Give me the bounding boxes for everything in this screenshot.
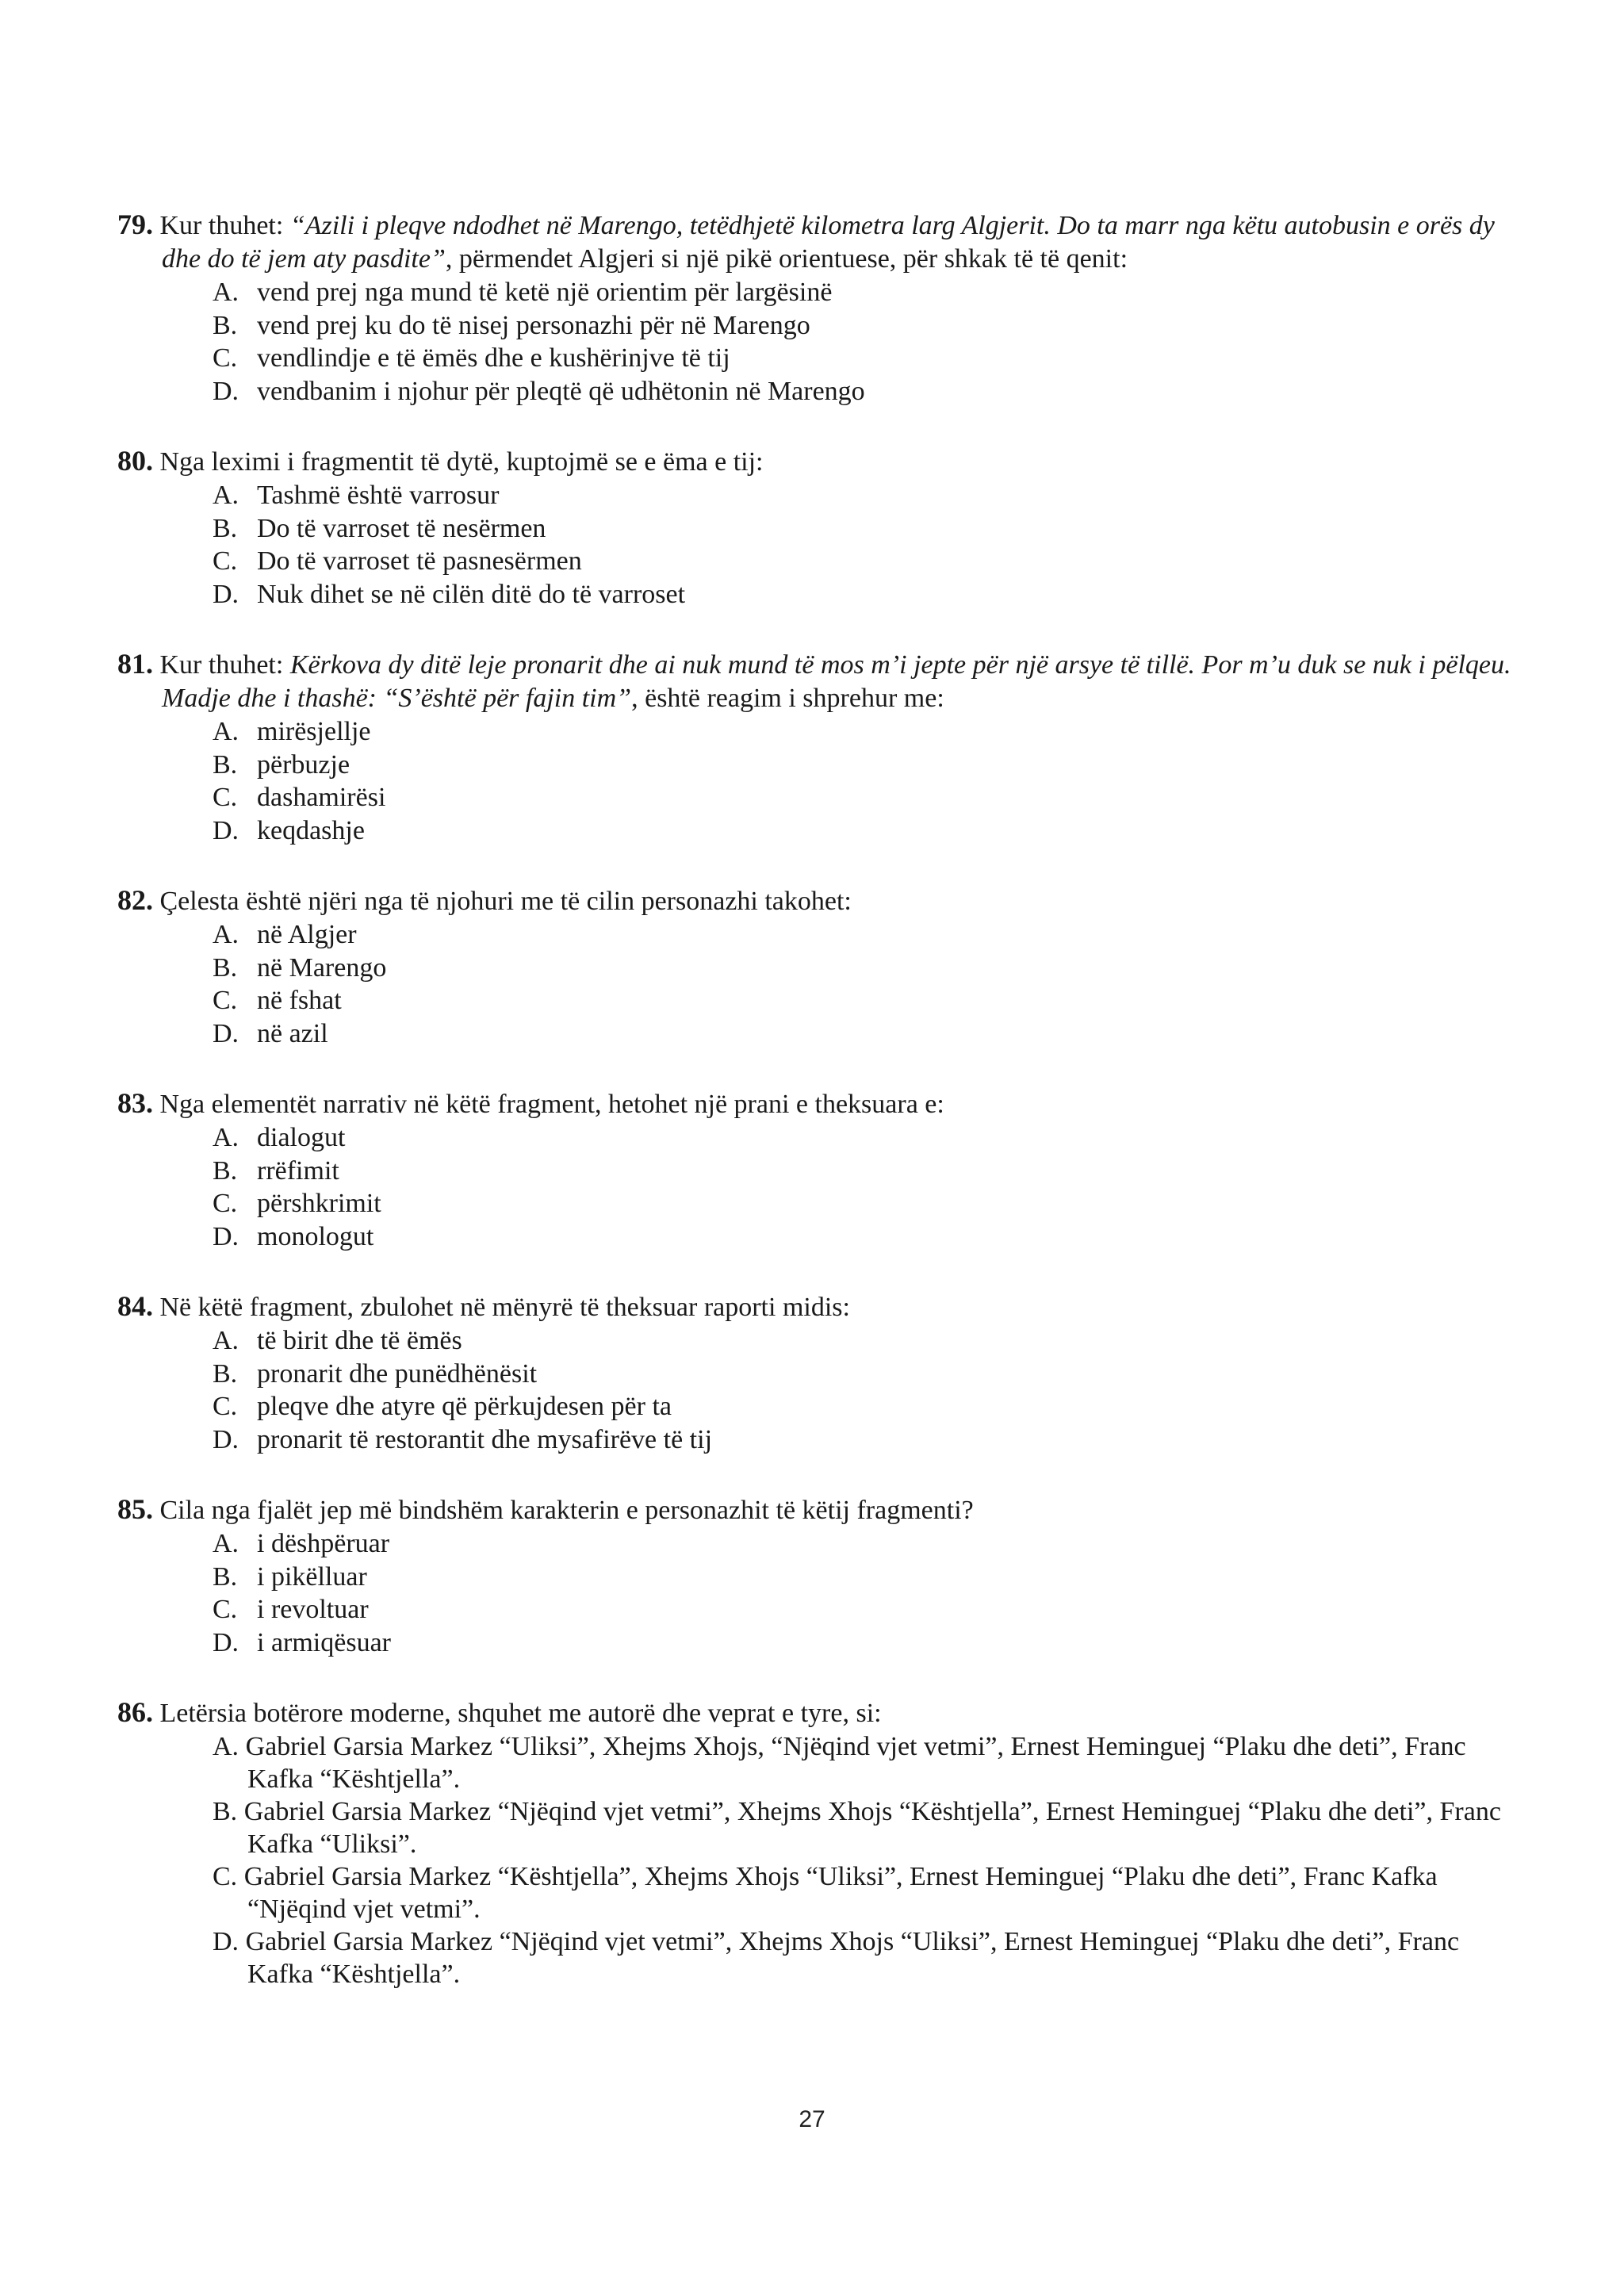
question-number: 85.: [117, 1493, 153, 1525]
option-letter: D.: [213, 376, 239, 406]
option-letter: B.: [213, 1155, 238, 1186]
answer-option-c[interactable]: [117, 984, 1529, 1017]
option-text: Gabriel Garsia Markez “Uliksi”, Xhejms Xhojs, “Njëqind vjet vetmi”, Ernest Heminguej “Plaku dhe deti”, Franc Kafka “Kështjella”.: [245, 1732, 1466, 1794]
answer-option-b[interactable]: [117, 1358, 1529, 1391]
option-letter: C.: [213, 343, 238, 373]
question-number: 79.: [117, 209, 153, 240]
option-text: Gabriel Garsia Markez “Njëqind vjet vetmi”, Xhejms Xhojs “Uliksi”, Ernest Heminguej “Plaku dhe deti”, Franc Kafka “Kështjella”.: [245, 1927, 1460, 1989]
answer-option-d[interactable]: [117, 814, 1529, 848]
option-letter: B.: [213, 749, 238, 780]
option-text: pleqve dhe atyre që përkujdesen për ta: [257, 1392, 672, 1421]
question-text: Kur thuhet:: [159, 650, 290, 680]
option-letter: B.: [213, 1797, 238, 1826]
question-stem: [117, 647, 1529, 715]
option-text: Nuk dihet se në cilën ditë do të varroset: [257, 579, 686, 609]
option-text: përshkrimit: [257, 1189, 381, 1218]
question-number: 86.: [117, 1696, 153, 1728]
question-number: 81.: [117, 648, 153, 680]
answer-option-d[interactable]: [117, 578, 1529, 611]
option-text: Gabriel Garsia Markez “Kështjella”, Xhejms Xhojs “Uliksi”, Ernest Heminguej “Plaku dhe deti”, Franc Kafka “Njëqind vjet vetmi”.: [243, 1862, 1438, 1924]
option-text: Do të varroset të nesërmen: [257, 513, 546, 543]
answer-option-c[interactable]: [117, 1390, 1529, 1423]
answer-options: [117, 715, 1529, 847]
answer-option-b[interactable]: [117, 309, 1529, 343]
question-text: Kur thuhet:: [159, 211, 290, 240]
question-82: [117, 883, 1529, 1050]
answer-option-a[interactable]: [117, 276, 1529, 309]
option-letter: D.: [213, 815, 239, 845]
answer-option-a[interactable]: [117, 918, 1529, 952]
option-letter: B.: [213, 952, 238, 983]
option-text: mirësjellje: [257, 717, 371, 746]
question-81: [117, 647, 1529, 847]
question-stem: [117, 1086, 1529, 1121]
answer-option-a[interactable]: [117, 1324, 1529, 1358]
answer-option-a[interactable]: [117, 1730, 1529, 1795]
question-text: Letërsia botërore moderne, shquhet me autorë dhe veprat e tyre, si:: [159, 1699, 882, 1728]
question-stem: [117, 1492, 1529, 1527]
option-letter: A.: [213, 920, 239, 949]
question-85: [117, 1492, 1529, 1659]
option-text: vend prej nga mund të ketë një orientim për largësinë: [257, 278, 833, 307]
option-letter: D.: [213, 1927, 239, 1956]
question-number: 82.: [117, 884, 153, 916]
option-text: Gabriel Garsia Markez “Njëqind vjet vetmi”, Xhejms Xhojs “Kështjella”, Ernest Heminguej “Plaku dhe deti”, Franc Kafka “Uliksi”.: [243, 1797, 1501, 1859]
answer-options: [117, 479, 1529, 611]
option-letter: C.: [213, 1392, 238, 1421]
option-text: vend prej ku do të nisej personazhi për në Marengo: [257, 310, 810, 340]
answer-option-d[interactable]: [117, 1626, 1529, 1660]
option-text: rrëfimit: [257, 1155, 339, 1186]
answer-options: [117, 1324, 1529, 1456]
question-stem: [117, 444, 1529, 479]
option-letter: A.: [213, 1732, 239, 1761]
option-letter: D.: [213, 579, 239, 609]
question-number: 80.: [117, 445, 153, 477]
option-text: i dëshpëruar: [257, 1529, 390, 1558]
answer-option-b[interactable]: [117, 1795, 1529, 1860]
option-letter: B.: [213, 513, 238, 543]
option-letter: C.: [213, 546, 238, 576]
answer-options: [117, 1527, 1529, 1659]
option-text: keqdashje: [257, 815, 365, 845]
option-letter: C.: [213, 1862, 238, 1891]
option-letter: B.: [213, 1358, 238, 1389]
question-80: [117, 444, 1529, 611]
answer-options: [117, 1121, 1529, 1253]
answer-options: [117, 276, 1529, 408]
option-text: përbuzje: [257, 749, 350, 780]
answer-option-d[interactable]: [117, 1423, 1529, 1457]
answer-option-c[interactable]: [117, 1593, 1529, 1626]
question-84: [117, 1289, 1529, 1456]
option-text: vendbanim i njohur për pleqtë që udhëtonin në Marengo: [257, 376, 865, 406]
option-text: Tashmë është varrosur: [257, 481, 500, 510]
option-text: dialogut: [257, 1123, 346, 1152]
question-text-end: , përmendet Algjeri si një pikë orientuese, për shkak të të qenit:: [445, 244, 1128, 274]
option-text: dashamirësi: [257, 783, 386, 812]
option-letter: A.: [213, 1123, 239, 1152]
option-letter: D.: [213, 1424, 239, 1454]
answer-option-a[interactable]: [117, 715, 1529, 749]
option-text: në fshat: [257, 986, 342, 1015]
answer-option-c[interactable]: [117, 545, 1529, 578]
option-letter: D.: [213, 1627, 239, 1657]
answer-option-a[interactable]: [117, 479, 1529, 512]
answer-option-c[interactable]: [117, 1187, 1529, 1220]
option-letter: A.: [213, 1529, 239, 1558]
option-text: monologut: [257, 1221, 374, 1251]
question-text: Nga leximi i fragmentit të dytë, kuptojmë se e ëma e tij:: [159, 447, 764, 477]
answer-option-b[interactable]: [117, 1155, 1529, 1188]
answer-option-d[interactable]: [117, 1017, 1529, 1051]
option-letter: C.: [213, 1189, 238, 1218]
question-number: 83.: [117, 1087, 153, 1119]
question-text: Në këtë fragment, zbulohet në mënyrë të theksuar raporti midis:: [159, 1293, 850, 1322]
answer-option-b[interactable]: [117, 512, 1529, 546]
question-text: Çelesta është njëri nga të njohuri me të cilin personazhi takohet:: [159, 887, 852, 916]
answer-option-c[interactable]: [117, 342, 1529, 375]
option-letter: A.: [213, 1326, 239, 1355]
exam-page: [117, 208, 1529, 2027]
answer-option-d[interactable]: [117, 1220, 1529, 1254]
question-stem: [117, 1695, 1529, 1730]
option-text: i revoltuar: [257, 1595, 369, 1624]
question-86: [117, 1695, 1529, 1990]
option-letter: C.: [213, 986, 238, 1015]
question-quote: Kërkova dy ditë leje pronarit dhe ai nuk mund të mos m’i jepte për një arsye të tillë. Por m’u duk se nuk i pëlqeu. Madje dhe i thashë: “S’është për fajin tim”: [162, 650, 1511, 713]
answer-option-a[interactable]: [117, 1527, 1529, 1561]
question-text: Nga elementët narrativ në këtë fragment, hetohet një prani e theksuara e:: [159, 1090, 944, 1119]
answer-option-c[interactable]: [117, 1860, 1529, 1925]
option-text: pronarit të restorantit dhe mysafirëve të tij: [257, 1424, 713, 1454]
option-letter: A.: [213, 481, 239, 510]
question-text-end: , është reagim i shprehur me:: [631, 684, 944, 713]
question-number: 84.: [117, 1290, 153, 1322]
answer-option-d[interactable]: [117, 1925, 1529, 1990]
answer-option-b[interactable]: [117, 952, 1529, 985]
option-letter: C.: [213, 1595, 238, 1624]
question-83: [117, 1086, 1529, 1253]
question-stem: [117, 1289, 1529, 1324]
question-stem: [117, 208, 1529, 276]
option-letter: B.: [213, 310, 238, 340]
answer-option-a[interactable]: [117, 1121, 1529, 1155]
question-text: Cila nga fjalët jep më bindshëm karakterin e personazhit të këtij fragmenti?: [159, 1496, 974, 1525]
option-text: në azil: [257, 1018, 328, 1048]
answer-option-b[interactable]: [117, 749, 1529, 782]
option-text: në Algjer: [257, 920, 357, 949]
answer-options: [117, 1730, 1529, 1990]
option-letter: C.: [213, 783, 238, 812]
option-letter: A.: [213, 717, 239, 746]
question-79: [117, 208, 1529, 408]
option-text: vendlindje e të ëmës dhe e kushërinjve të tij: [257, 343, 730, 373]
answer-options: [117, 918, 1529, 1050]
option-text: në Marengo: [257, 952, 387, 983]
option-letter: A.: [213, 278, 239, 307]
option-text: Do të varroset të pasnesërmen: [257, 546, 582, 576]
question-quote: “Azili i pleqve ndodhet në Marengo, tetëdhjetë kilometra larg Algjerit. Do ta marr nga këtu autobusin e orës dy dhe do të jem aty pasdite”: [162, 211, 1495, 274]
answer-option-b[interactable]: [117, 1561, 1529, 1594]
question-stem: [117, 883, 1529, 918]
option-text: të birit dhe të ëmës: [257, 1326, 462, 1355]
option-letter: D.: [213, 1018, 239, 1048]
option-letter: D.: [213, 1221, 239, 1251]
option-text: pronarit dhe punëdhënësit: [257, 1358, 538, 1389]
answer-option-d[interactable]: [117, 375, 1529, 408]
option-letter: B.: [213, 1561, 238, 1592]
answer-option-c[interactable]: [117, 781, 1529, 814]
option-text: i pikëlluar: [257, 1561, 367, 1592]
option-text: i armiqësuar: [257, 1627, 391, 1657]
page-number: 27: [799, 2106, 825, 2132]
